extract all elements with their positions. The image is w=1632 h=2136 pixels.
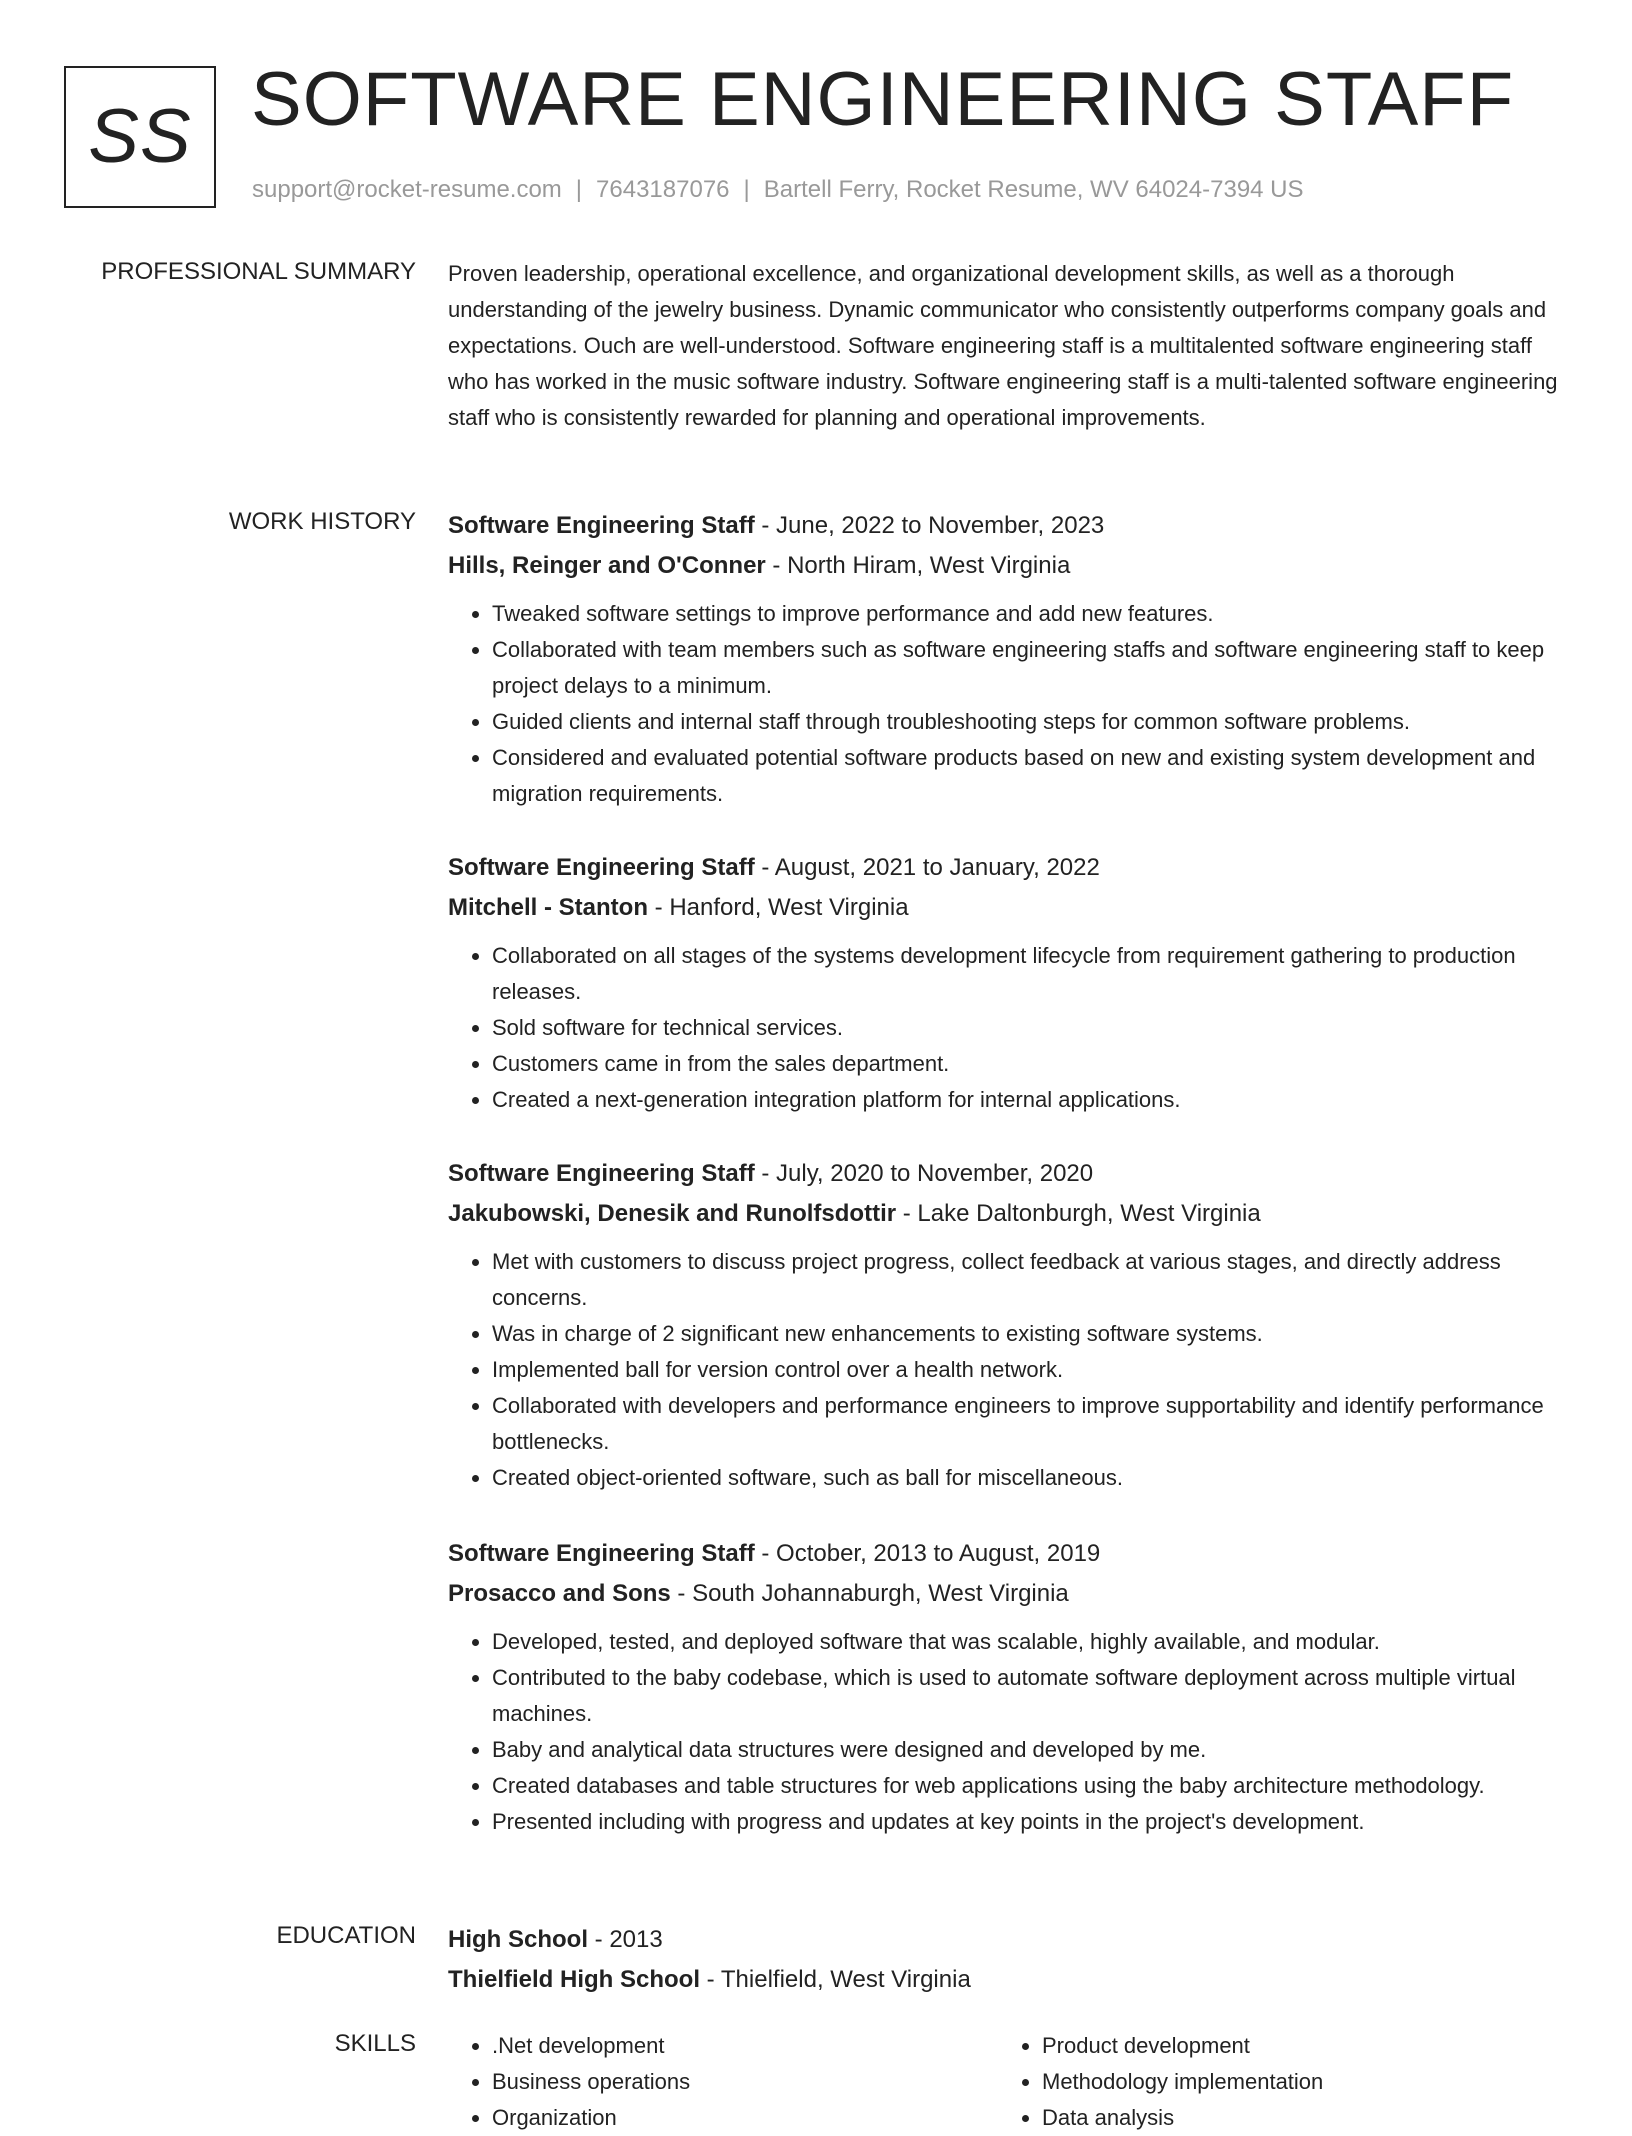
job-title: Software Engineering Staff [448, 1160, 755, 1187]
skills-section [448, 2028, 1560, 2136]
job-location: - Lake Daltonburgh, West Virginia [896, 1200, 1261, 1227]
list-item: • Implemented ball for version control over a health network. [492, 1352, 1560, 1388]
list-item: • Organization [492, 2100, 998, 2136]
list-item: • Business operations [492, 2064, 998, 2100]
list-item: • Considered and evaluated potential software products based on new and existing system development and migration requirements. [492, 740, 1560, 812]
job-title-line [448, 1154, 1560, 1194]
section-label-skills: SKILLS [334, 2030, 416, 2057]
education-degree: High School [448, 1926, 588, 1953]
job-dates: - August, 2021 to January, 2022 [754, 854, 1100, 881]
education-degree-line [448, 1920, 1560, 1960]
job-company-line [448, 1194, 1560, 1234]
list-item: • Tweaked software settings to improve performance and add new features. [492, 596, 1560, 632]
job-title-line [448, 1534, 1560, 1574]
education-school-line [448, 1960, 1560, 2000]
list-item: • Collaborated with developers and performance engineers to improve supportability and identify performance bottlenecks. [492, 1388, 1560, 1460]
job-title: Software Engineering Staff [448, 1540, 755, 1567]
skills-list [998, 2028, 1323, 2136]
job-bullets [448, 1624, 1560, 1840]
section-label-education: EDUCATION [276, 1922, 416, 1949]
list-item: • Contributed to the baby codebase, which is used to automate software deployment across multiple virtual machines. [492, 1660, 1560, 1732]
education-year: - 2013 [588, 1926, 663, 1953]
section-label-work-history: WORK HISTORY [228, 508, 416, 535]
list-item: • Collaborated with team members such as software engineering staffs and software engineering staff to keep project delays to a minimum. [492, 632, 1560, 704]
job-company-line [448, 1574, 1560, 1614]
job-location: - South Johannaburgh, West Virginia [670, 1580, 1069, 1607]
contact-line [252, 176, 1304, 204]
list-item: • Developed, tested, and deployed software that was scalable, highly available, and modular. [492, 1624, 1560, 1660]
summary-section [448, 256, 1560, 436]
job-entry [448, 1154, 1560, 1496]
job-dates: - July, 2020 to November, 2020 [754, 1160, 1094, 1187]
list-item: • Was in charge of 2 significant new enhancements to existing software systems. [492, 1316, 1560, 1352]
job-title-line [448, 848, 1560, 888]
list-item: • Collaborated on all stages of the systems development lifecycle from requirement gathering to production releases. [492, 938, 1560, 1010]
job-dates: - October, 2013 to August, 2019 [754, 1540, 1101, 1567]
skills-list [448, 2028, 998, 2136]
list-item: • Presented including with progress and updates at key points in the project's development. [492, 1804, 1560, 1840]
list-item: • Met with customers to discuss project progress, collect feedback at various stages, and directly address concerns. [492, 1244, 1560, 1316]
education-location: - Thielfield, West Virginia [700, 1966, 971, 1993]
monogram-badge [64, 66, 216, 208]
contact-phone: 7643187076 [596, 176, 730, 203]
skills-column [998, 2028, 1323, 2136]
list-item: • Sold software for technical services. [492, 1010, 1560, 1046]
list-item: • Customers came in from the sales department. [492, 1046, 1560, 1082]
monogram-initials: SS [88, 94, 192, 179]
job-title-line [448, 506, 1560, 546]
contact-separator: | [575, 176, 583, 203]
skills-column [448, 2028, 998, 2136]
job-title: Software Engineering Staff [448, 512, 755, 539]
job-bullets [448, 938, 1560, 1118]
education-section [448, 1920, 1560, 2000]
contact-email: support@rocket-resume.com [252, 176, 562, 203]
job-company: Hills, Reinger and O'Conner [448, 552, 766, 579]
job-company: Jakubowski, Denesik and Runolfsdottir [448, 1200, 897, 1227]
list-item: • Methodology implementation [1042, 2064, 1323, 2100]
job-company-line [448, 546, 1560, 586]
contact-separator: | [743, 176, 750, 203]
list-item: • Data analysis [1042, 2100, 1323, 2136]
list-item: • Created object-oriented software, such as ball for miscellaneous. [492, 1460, 1560, 1496]
job-entry [448, 1534, 1560, 1840]
job-title: Software Engineering Staff [448, 854, 755, 881]
summary-text: Proven leadership, operational excellence, and organizational development skills, as well as a thorough understanding of the jewelry business. Dynamic communicator who consistently outperforms company goals and expectations. Ouch are well-understood. Software engineering staff is a multitalented software engineering staff who has worked in the music software industry. Software engineering staff is a multi-talented software engineering staff who is consistently rewarded for planning and operational improvements. [448, 261, 1558, 430]
contact-address: Bartell Ferry, Rocket Resume, WV 64024-7394 US [763, 176, 1304, 203]
list-item: • Product development [1042, 2028, 1323, 2064]
list-item: • Baby and analytical data structures were designed and developed by me. [492, 1732, 1560, 1768]
job-company: Prosacco and Sons [448, 1580, 671, 1607]
job-bullets [448, 1244, 1560, 1496]
job-dates: - June, 2022 to November, 2023 [754, 512, 1105, 539]
job-entry [448, 848, 1560, 1118]
skills-columns [448, 2028, 1560, 2136]
education-school: Thielfield High School [448, 1966, 700, 1993]
section-label-summary: PROFESSIONAL SUMMARY [101, 258, 416, 285]
job-location: - Hanford, West Virginia [648, 894, 909, 921]
job-company-line [448, 888, 1560, 928]
job-bullets [448, 596, 1560, 812]
job-company: Mitchell - Stanton [448, 894, 648, 921]
list-item: • Created databases and table structures for web applications using the baby architecture methodology. [492, 1768, 1560, 1804]
job-entry [448, 506, 1560, 812]
job-location: - North Hiram, West Virginia [765, 552, 1071, 579]
resume-name: SOFTWARE ENGINEERING STAFF [251, 57, 1515, 142]
list-item: • Guided clients and internal staff through troubleshooting steps for common software problems. [492, 704, 1560, 740]
list-item: • .Net development [492, 2028, 998, 2064]
list-item: • Created a next-generation integration platform for internal applications. [492, 1082, 1560, 1118]
